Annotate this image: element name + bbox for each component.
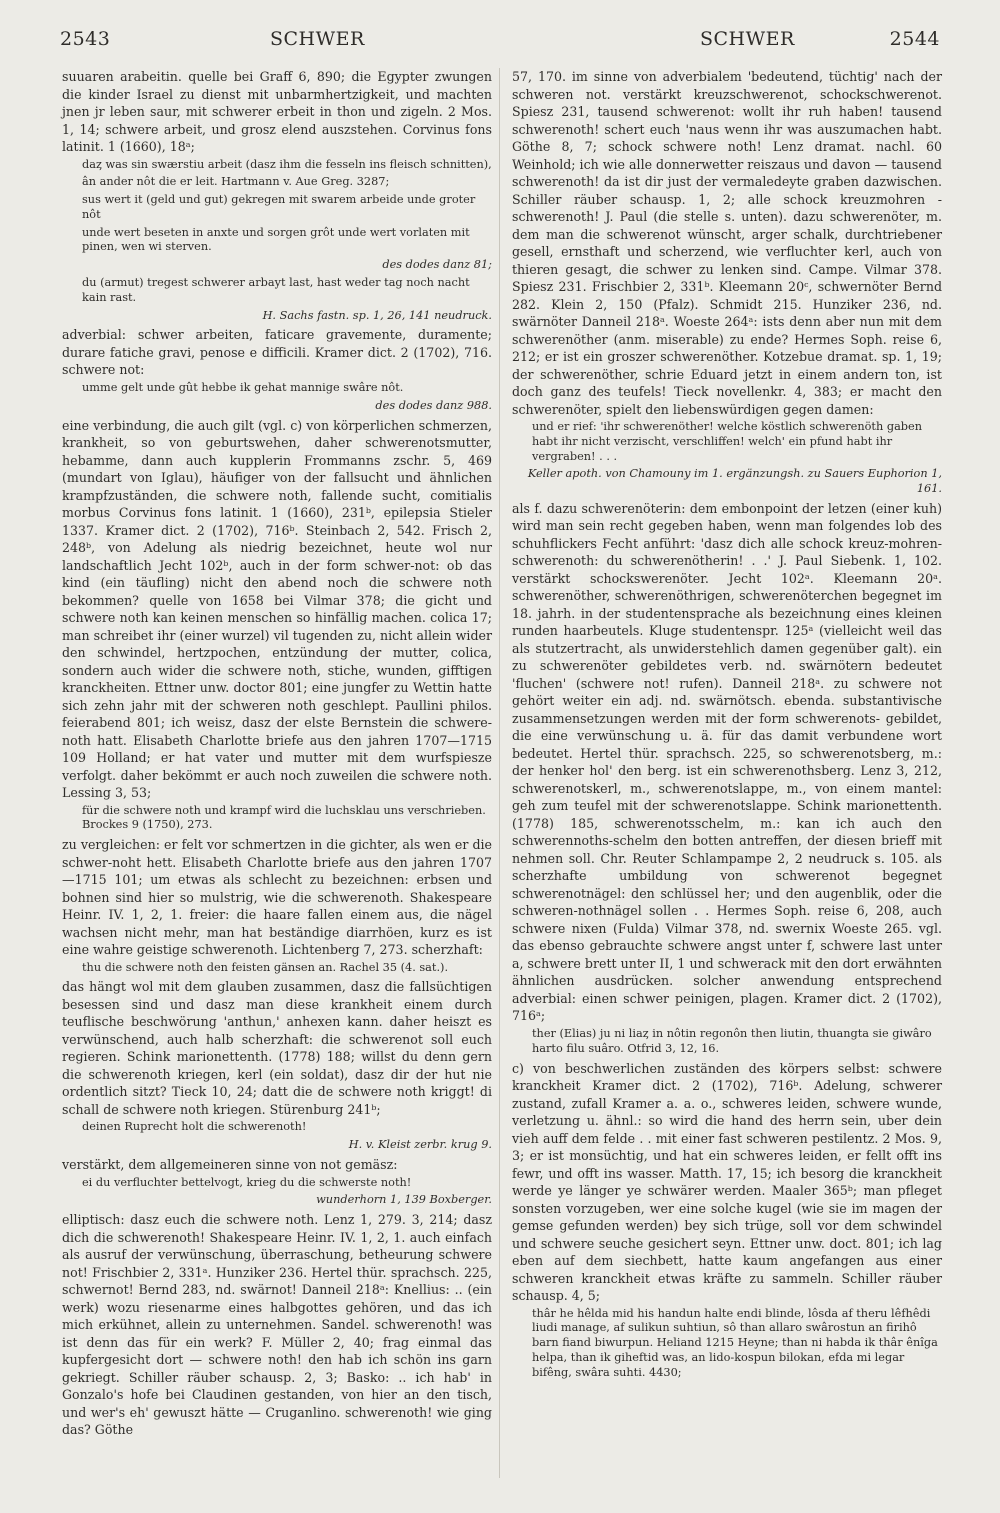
citation-source: wunderhorn 1, 139 Boxberger. xyxy=(316,1193,492,1207)
page-header xyxy=(60,28,940,62)
citation-source: Keller apoth. von Chamouny im 1. ergänzungsh. zu Sauers Euphorion 1, 161. xyxy=(527,467,942,496)
column-divider xyxy=(499,68,500,1478)
entry-paragraph: zu vergleichen: er felt vor schmertzen in die gichter, als wen er die schwer-noht hett. Elisabeth Charlotte briefe aus den jahren 1707—1715 101; um etwas als schlecht zu bezeichnen: erbsen und bohnen sind hier so mulstrig, wie die schwerenoth. Shakespeare Heinr. IV. 1, 2, 1. freier: die haare fallen einem aus, die nägel wachsen nicht mehr, man hat beständige diarrhöen, kurz es ist eine wahre geistige schwerenoth. Lichtenberg 7, 273. scherzhaft: xyxy=(62,837,492,958)
entry-paragraph: das hängt wol mit dem glauben zusammen, dasz die fallsüchtigen besessen sind und dasz man diese krankheit einem durch teuflische beschwörung 'anthun,' anhexen kann. daher heiszt es verwünschend, auch halb scherzhaft: die schwerenot soll euch regieren. Schink marionettenth. (1778) 188; willst du denn gern die schwerenoth kriegen, kerl (ein soldat), dasz dir der hut nie ordentlich sitzt? Tieck 10, 24; datt die de schwere noth kriggt! di schall de schwere noth kriegen. Stürenburg 241ᵇ; xyxy=(62,979,492,1117)
verse-quotation: sus wert it (geld und gut) gekregen mit swarem arbeide unde groter nôt xyxy=(82,193,476,221)
entry-paragraph: 57, 170. im sinne von adverbialem 'bedeutend, tüchtig' nach der schweren not. verstärkt kreuzschwerenot, schockschwerenot. Spiesz 231, tausend schwerenot: wollt ihr ruh haben! tausend schwerenoth! schert euch 'naus wenn ihr was auszumachen habt. Göthe 8, 7; schock schwere noth! Lenz dramat. nachl. 60 Weinhold; ich wie alle donnerwetter reiszaus und davon — tausend schwerenoth! da ist dir just der vermaledeyte graben dazwischen. Schiller räuber schausp. 1, 2; alle schock kreuzmohren - schwerenoth! J. Paul (die stelle s. unten). dazu schwerenöter, m. dem man die schwerenot wünscht, arger schalk, durchtriebener gesell, ernsthaft und scherzend, wie verfluchter kerl, auch von thieren gesagt, die schwer zu lenken sind. Campe. Vilmar 378. Spiesz 231. Frischbier 2, 331ᵇ. Kleemann 20ᶜ, schwernöter Bernd 282. Klein 2, 150 (Pfalz). Schmidt 215. Hunziker 236, nd. swärnöter Danneil 218ᵃ. Woeste 264ᵃ: ists denn aber nun mit dem schwerenöther (anm. miserable) zu ende? Hermes Soph. reise 6, 212; er ist ein groszer schwerenöther. Kotzebue dramat. sp. 1, 19; der schwerenöther, schrie Eduard jetzt in einem andern ton, ist doch ganz des teufels! Tieck novellenkr. 4, 383; er macht den schwerenöter, spielt den liebenswürdigen gegen damen: xyxy=(512,69,942,417)
verse-quotation: du (armut) tregest schwerer arbayt last, hast weder tag noch nacht kain rast. xyxy=(82,276,470,304)
verse-quotation: thu die schwere noth den feisten gänsen an. Rachel 35 (4. sat.). xyxy=(82,960,449,974)
verse-quotation: thâr he hêlda mid his handun halte endi blinde, lôsda af theru lêfhêdi liudi manage, af sulikun suhtiun, sô than allaro swârostun an firihô barn fiand biwurpun. Heliand 1215 Heyne; than ni habda ik thâr ênîga helpa, than ik giheftid was, an lido-kospun bilokan, efda mi legar bifêng, swâra suhti. 4430; xyxy=(532,1306,938,1379)
running-title-left: SCHWER xyxy=(270,28,365,50)
verse-quotation: ân ander nôt die er leit. Hartmann v. Aue Greg. 3287; xyxy=(82,175,390,189)
entry-paragraph: suuaren arabeitin. quelle bei Graff 6, 890; die Egypter zwungen die kinder Israel zu dienst mit unbarmhertzigkeit, und machten jnen jr leben saur, mit schwerer erbeit in thon und zigeln. 2 Mos. 1, 14; schwere arbeit, und grosz elend auszstehen. Corvinus fons latinit. 1 (1660), 18ᵃ; xyxy=(62,69,492,154)
entry-paragraph: verstärkt, dem allgemeineren sinne von not gemäsz: xyxy=(62,1157,398,1173)
entry-paragraph: c) von beschwerlichen zuständen des körpers selbst: schwere kranckheit Kramer dict. 2 (1702), 716ᵇ. Adelung, schwerer zustand, zufall Kramer a. a. o., schweres leiden, schwere wunde, verletzung u. ähnl.: so wird die hand des herrn sein, uber dein vieh auff dem felde . . mit einer fast schweren pestilentz. 2 Mos. 9, 3; er ist monsüchtig, und hat ein schweres leiden, er fellt offt ins fewr, und offt ins wasser. Matth. 17, 15; ich besorg die kranckheit werde ye länger ye schwärer werden. Maaler 365ᵇ; man pfleget sonsten vorzugeben, wer eine solche kugel (wie sie im magen der gemse gefunden werden) bey sich trüge, soll vor dem schwindel und schwere seuche gesichert seyn. Ettner unw. doct. 801; ich lag eben auf dem siechbett, hatte kaum angefangen aus einer schweren kranckheit etwas kräfte zu sammeln. Schiller räuber schausp. 4, 5; xyxy=(512,1060,942,1304)
verse-quotation: ei du verfluchter bettelvogt, krieg du die schwerste noth! xyxy=(82,1175,412,1189)
entry-paragraph: als f. dazu schwerenöterin: dem embonpoint der letzen (einer kuh) wird man sein recht gegeben haben, wenn man folgendes lob des schuhflickers Fecht anführt: 'dasz dich alle schock kreuz-mohren-schwerenoth: du schwerenötherin! . .' J. Paul Siebenk. 1, 102. verstärkt schockswerenöter. Jecht 102ᵃ. Kleemann 20ᵃ. schwerenöther, schwerenöthrigen, schwerenöterchen begegnet im 18. jahrh. in der studentensprache als bezeichnung eines kleinen runden haarbeutels. Kluge studentenspr. 125ᵃ (vielleicht weil das als stutzertracht, als unwiderstehlich damen gegenüber galt). ein zu schwerenöter gebildetes verb. nd. swärnötern bedeutet 'fluchen' (schwere not! rufen). Danneil 218ᵃ. zu schwere not gehört weiter ein adj. nd. swärnötsch. ebenda. substantivische zusammensetzungen werden mit der form schwerenots- gebildet, die eine verwünschung u. ä. für das damit verbundene wort bedeutet. Hertel thür. sprachsch. 225, so schwerenotsberg, m.: der henker hol' den berg. ist ein schwerenothsberg. Lenz 3, 212, schwerenotskerl, m., schwerenotslappe, m., von einem mantel: geh zum teufel mit der schwerenotslappe. Schink marionettenth. (1778) 185, schwerenotsschelm, m.: kan ich auch den schwerennoths-schelm den botten antreffen, der diesen brieff mit nehmen soll. Chr. Reuter Schlampampe 2, 2 neudruck s. 105. als scherzhafte umbildung von schwerenot begegnet schwerenotnägel: den schlüssel her; und den augenblik, oder die schweren-nothnägel sollen . . Hermes Soph. reise 6, 208, auch schwere nixen (Fulda) Vilmar 378, nd. swernix Woeste 265. vgl. das ebenso gebrauchte schwere angst unter f, schwere last unter a, schwere brett unter II, 1 und schwerack mit den dort erwähnten ähnlichen ausdrücken. solcher anwendung entsprechend adverbial: einen schwer peinigen, plagen. Kramer dict. 2 (1702), 716ᵃ; xyxy=(512,500,942,1024)
citation-source: des dodes danz 81; xyxy=(382,258,492,272)
verse-quotation: deinen Ruprecht holt die schwerenoth! xyxy=(82,1120,307,1134)
verse-quotation: für die schwere noth und krampf wird die luchsklau uns verschrieben. Brockes 9 (1750), 273. xyxy=(82,803,486,832)
verse-quotation: und er rief: 'ihr schwerenöther! welche köstlich schwerenöth gaben habt ihr nicht verzischt, verschliffen! welch' ein pfund habt ihr vergraben! . . . xyxy=(532,420,922,463)
right-column xyxy=(512,68,942,1384)
citation-source: H. Sachs fastn. sp. 1, 26, 141 neudruck. xyxy=(262,308,492,322)
left-column xyxy=(62,68,492,1441)
page-number-right: 2544 xyxy=(889,28,940,50)
page-number-left: 2543 xyxy=(60,28,111,50)
verse-quotation: unde wert beseten in anxte und sorgen grôt unde wert vorlaten mit pinen, wen wi sterven. xyxy=(82,225,470,254)
verse-quotation: daȥ was sin swærstiu arbeit (dasz ihm die fesseln ins fleisch schnitten), xyxy=(82,157,492,171)
verse-quotation: umme gelt unde gût hebbe ik gehat mannige swâre nôt. xyxy=(82,380,404,394)
running-title-right: SCHWER xyxy=(700,28,795,50)
verse-quotation: ther (Elias) ju ni liaȥ in nôtin regonôn then liutin, thuangta sie giwâro harto filu suâro. Otfrid 3, 12, 16. xyxy=(532,1026,932,1055)
entry-paragraph: eine verbindung, die auch gilt (vgl. c) von körperlichen schmerzen, krankheit, so von geburtswehen, daher schwerenotsmutter, hebamme, dann auch kupplerin Frommanns zschr. 5, 469 (mundart von Iglau), häufiger von der fallsucht und ähnlichen krampfzuständen, die schwere noth, fallende sucht, comitialis morbus Corvinus fons latinit. 1 (1660), 231ᵇ, epilepsia Stieler 1337. Kramer dict. 2 (1702), 716ᵇ. Steinbach 2, 542. Frisch 2, 248ᵇ, von Adelung als niedrig bezeichnet, heute wol nur landschaftlich Jecht 102ᵇ, auch in der form schwer-not: ob das kind (ein täufling) nicht den abend noch die schwere noth bekommen? quelle von 1658 bei Vilmar 378; die gicht und schwere noth kan keinen menschen so hinfällig machen. colica 17; man schreibet ihr (einer wurzel) vil tugenden zu, nicht allein wider den schwindel, hertzpochen, entzündung der mutter, colica, sondern auch wider die schwere noth, stiche, wunden, gifftigen kranckheiten. Ettner unw. doctor 801; eine jungfer zu Wettin hatte sich zehn jahr mit der schweren noth geschlept. Paullini philos. feierabend 801; ich weisz, dasz der elste Bernstein die schwere-noth hatt. Elisabeth Charlotte briefe aus den jahren 1707—1715 109 Holland; er hat vater und mutter mit dem wurfspiesze verfolgt. daher bekömmt er auch noch zuweilen die schwere noth. Lessing 3, 53; xyxy=(62,417,492,801)
citation-source: des dodes danz 988. xyxy=(375,398,492,412)
entry-paragraph: adverbial: schwer arbeiten, faticare gravemente, duramente; durare fatiche gravi, penose e difficili. Kramer dict. 2 (1702), 716. schwere not: xyxy=(62,327,492,378)
entry-paragraph: elliptisch: dasz euch die schwere noth. Lenz 1, 279. 3, 214; dasz dich die schwerenoth! Shakespeare Heinr. IV. 1, 2, 1. auch einfach als ausruf der verwünschung, überraschung, betheurung schwere not! Frischbier 2, 331ᵃ. Hunziker 236. Hertel thür. sprachsch. 225, schwernot! Bernd 283, nd. swärnot! Danneil 218ᵃ: Knellius: .. (ein werk) wozu riesenarme eines halbgottes gehören, und das ich mich erkühnet, allein zu unternehmen. Sandel. schwerenoth! was ist denn das für ein werk? F. Müller 2, 40; frag einmal das kupfergesicht dort — schwere noth! den hab ich schön ins garn gekriegt. Schiller räuber schausp. 2, 3; Basko: .. ich hab' in Gonzalo's hofe bei Claudinen gestanden, von hier an den tisch, und wer's eh' gewuszt hätte — Cruganlino. schwerenoth! wie ging das? Göthe xyxy=(62,1212,492,1438)
citation-source: H. v. Kleist zerbr. krug 9. xyxy=(348,1138,492,1152)
